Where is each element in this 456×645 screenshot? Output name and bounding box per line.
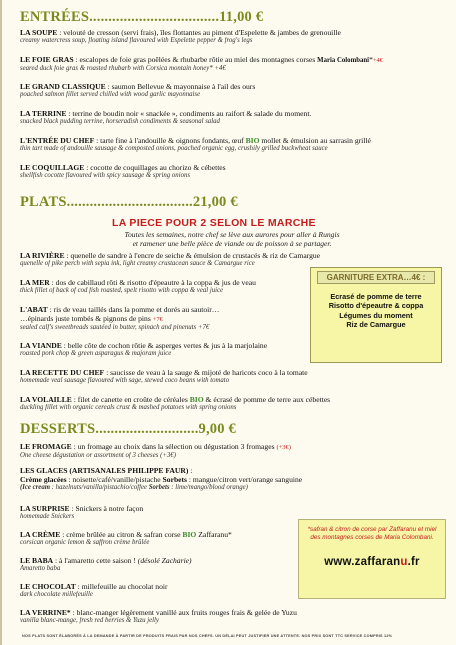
item-english: creamy watercress soup, floating island flavoured with Espelette pepper & frog's legs <box>20 37 253 44</box>
zaffaranu-note: *safran & citron de corse par Zaffaranu et miel des montagnes corses de Maria Colombani. <box>307 526 437 541</box>
sorbets-label: Sorbets <box>162 475 188 484</box>
item-english: shellfish cocotte flavoured with spicy sausage & spring onions <box>20 172 191 179</box>
menu-item-chocolat <box>20 582 291 599</box>
item-english: quenelle of pike perch with sepia ink, light creamy crustacean sauce & Camargue rice <box>20 260 255 267</box>
menu-item-glaces <box>20 466 448 492</box>
item-desc: : dos de cabillaud rôti & risotto d'épeautre à la coppa & jus de veau <box>49 278 256 287</box>
menu-item-viande <box>20 341 448 358</box>
item-name: L'ABAT <box>20 305 48 314</box>
sorbets-label-en: Sorbets <box>148 484 170 491</box>
item-desc: : tarte fine à l'andouille & oignons fondants, œuf <box>94 136 246 145</box>
item-desc: : saumon Bellevue & mayonnaise à l'ail des ours <box>105 82 256 91</box>
item-name: LA TERRINE <box>20 109 67 118</box>
menu-item-entree-du-chef <box>20 136 448 153</box>
menu-item-riviere <box>20 251 448 268</box>
piece-text-line: et ramener une belle pièce de viande ou de poisson à se partager. <box>132 239 332 248</box>
section-header-entrees: ENTRÉES..................................11,00 € <box>20 9 264 25</box>
sorbets-flavours-en: : lime/mango/blood orange) <box>169 484 248 491</box>
item-desc: : cocotte de coquillages au chorizo & cébettes <box>84 163 226 172</box>
zaffaranu-website-link[interactable] <box>299 556 445 568</box>
menu-item-foie-gras <box>20 55 448 73</box>
item-english: One cheese dégustation or assortment of 3 cheeses (+3€) <box>20 452 176 459</box>
item-name: LA VERRINE* <box>20 608 71 617</box>
menu-item-surprise <box>20 504 291 521</box>
bio-label: BIO <box>182 530 197 539</box>
menu-item-volaille <box>20 395 448 412</box>
zaffaranu-box <box>298 519 446 599</box>
url-part: .fr <box>407 556 420 568</box>
item-desc: : blanc-manger légèrement vanillé aux fruits rouges frais & gelée de Yuzu <box>70 608 297 617</box>
menu-item-soupe <box>20 28 448 45</box>
item-desc: : terrine de boudin noir « snackée », condiments au raifort & salade du moment. <box>66 109 312 118</box>
item-name: LA SOUPE <box>20 28 58 37</box>
menu-item-creme <box>20 530 291 547</box>
garniture-item: Ecrasé de pomme de terre <box>330 292 422 301</box>
producer-name: Maria Colombani <box>317 57 370 64</box>
garniture-title: GARNITURE EXTRA…4€ : <box>317 271 435 284</box>
item-desc: : un fromage au choix dans la sélection ou dégustation 3 fromages <box>71 442 277 451</box>
item-name: LA VOLAILLE <box>20 395 72 404</box>
footer-note: NOS PLATS SONT ÉLABORÉS À LA DEMANDE À PARTIR DE PRODUITS FRAIS PAR NOS CHEFS. UN DÉLAI PEUT JUSTIFIER UNE ATTENTE. NOS PRIX SONT TTC SERVICE COMPRIS 12% <box>22 634 393 638</box>
piece-title: LA PIECE POUR 2 SELON LE MARCHE <box>112 217 316 229</box>
item-desc: : Snickers à notre façon <box>69 504 144 513</box>
item-name: L'ENTRÉE DU CHEF <box>20 136 95 145</box>
item-note: (désolé Zacharie) <box>137 556 192 565</box>
item-english: roasted pork chop & green asparagus & majoram juice <box>20 350 172 357</box>
item-english: homemade Snickers <box>20 513 75 520</box>
garniture-item: Riz de Camargue <box>346 319 406 329</box>
ice-cream-label: (Ice cream <box>20 484 51 491</box>
menu-item-terrine <box>20 109 448 126</box>
item-name: LA VIANDE <box>20 341 62 350</box>
item-name: LA MER <box>20 278 50 287</box>
bio-label: BIO <box>245 136 260 145</box>
item-english: vanilla blanc-mange, fresh red berries & Yuzu jelly <box>20 617 159 624</box>
item-desc: : escalopes de foie gras poêlées & rhubarbe rôtie au miel des montagnes corses <box>73 55 318 64</box>
menu-item-fromage <box>20 442 448 460</box>
menu-item-verrine <box>20 608 448 625</box>
item-english: seared duck foie gras & roasted rhubarb with Corsica montain honey* +4€ <box>20 65 226 72</box>
star-mark: * <box>369 55 373 64</box>
item-desc: : crème brûlée au citron & safran corse <box>60 530 183 539</box>
item-desc: : saucisse de veau à la sauge & mijoté de haricots coco à la tomate <box>104 368 308 377</box>
item-desc: : belle côte de cochon rôtie & asperges vertes & jus à la marjolaine <box>61 341 268 350</box>
item-desc-cont: …épinards juste tombés & pignons de pins <box>20 314 153 323</box>
item-name: LE FROMAGE <box>20 442 72 451</box>
item-desc: : quenelle de sandre à l'encre de seiche & émulsion de crustacés & riz de Camargue <box>64 251 321 260</box>
url-part: www.zaffaran <box>324 556 401 568</box>
star-mark: * <box>228 530 232 539</box>
menu-item-recette-du-chef <box>20 368 448 385</box>
item-english: corsican organic lemon & saffron crème brûlée <box>20 539 150 546</box>
menu-item-mer <box>20 278 306 295</box>
supplement-tag: (+3€) <box>276 444 291 451</box>
item-desc: : filet de canette en croûte de céréales <box>71 395 190 404</box>
glaces-flavours: : noisette/café/vanille/pistache <box>66 475 163 484</box>
item-name: LE FOIE GRAS <box>20 55 74 64</box>
sorbets-flavours: : mangue/citron vert/orange sanguine <box>187 475 303 484</box>
item-name: LE CHOCOLAT <box>20 582 76 591</box>
item-desc-cont: Zaffaranu <box>196 530 229 539</box>
item-desc: : <box>188 466 193 475</box>
item-name: LA RIVIÈRE <box>20 251 65 260</box>
glaces-label: Crème glacées <box>20 475 67 484</box>
item-english: poached salmon fillet served chilled with wood garlic mayonnaise <box>20 91 201 98</box>
url-highlight: u <box>400 556 408 568</box>
item-english: dark chocolate millefeuille <box>20 591 93 598</box>
item-name: LA RECETTE DU CHEF <box>20 368 105 377</box>
piece-text-line: Toutes les semaines, notre chef se lève aux aurores pour aller à Rungis <box>124 230 340 239</box>
item-desc-cont: mollet & émulsion au sarrasin grillé <box>259 136 371 145</box>
piece-description <box>82 230 382 248</box>
menu-item-abat <box>20 305 306 332</box>
item-english: thick fillet of back of cod fish roasted, spelt risotto with coppa & veal juice <box>20 287 224 294</box>
item-english: thin tart made of andouille sausage & composted onions, poached organic egg, crushily grilled buckwheat sauce <box>20 145 328 152</box>
item-name: LA SURPRISE <box>20 504 70 513</box>
garniture-item: Légumes du moment <box>339 310 413 320</box>
section-header-desserts: DESSERTS...........................9,00 € <box>20 421 236 437</box>
item-name: LES GLACES (ARTISANALES PHILIPPE FAUR) <box>20 466 189 475</box>
bio-label: BIO <box>189 395 204 404</box>
item-desc: : à l'amaretto cette saison ! <box>53 556 138 565</box>
item-desc: : millefeuille au chocolat noir <box>75 582 168 591</box>
item-name: LE COQUILLAGE <box>20 163 85 172</box>
item-name: LA CRÈME <box>20 530 61 539</box>
supplement-tag: +4€ <box>372 57 384 64</box>
menu-item-coquillage <box>20 163 448 180</box>
item-desc: : ris de veau taillés dans la pomme et dorés au sautoir… <box>47 305 220 314</box>
garniture-item: Risotto d'épeautre & coppa <box>328 301 424 311</box>
item-english: snacked black pudding terrine, horseradish condiments & seasonal salad <box>20 118 220 125</box>
menu-item-baba <box>20 556 291 573</box>
item-desc-cont: & écrasé de pomme de terre aux cébettes <box>203 395 331 404</box>
item-name: LE GRAND CLASSIQUE <box>20 82 106 91</box>
item-english: Amaretto baba <box>20 565 61 572</box>
menu-item-grand-classique <box>20 82 448 99</box>
item-english: sealed calf's sweetbreads sautéed in butter, spinach and pinenuts +7€ <box>20 324 210 331</box>
supplement-tag: +7€ <box>152 316 163 323</box>
item-english: homemade veal sausage flavoured with sage, stewed coco beans with tomato <box>20 377 230 384</box>
section-header-plats: PLATS.................................21,00 € <box>20 194 238 210</box>
item-name: LE BABA <box>20 556 54 565</box>
ice-cream-flavours: : hazelnuts/vanilla/pistachio/coffee <box>50 484 149 491</box>
item-english: duckling fillet with organic cereals crust & mashed potatoes with spring onions <box>20 404 237 411</box>
item-desc: : velouté de cresson (servi frais), îles flottantes au piment d'Espelette & jambes de grenouille <box>57 28 341 37</box>
